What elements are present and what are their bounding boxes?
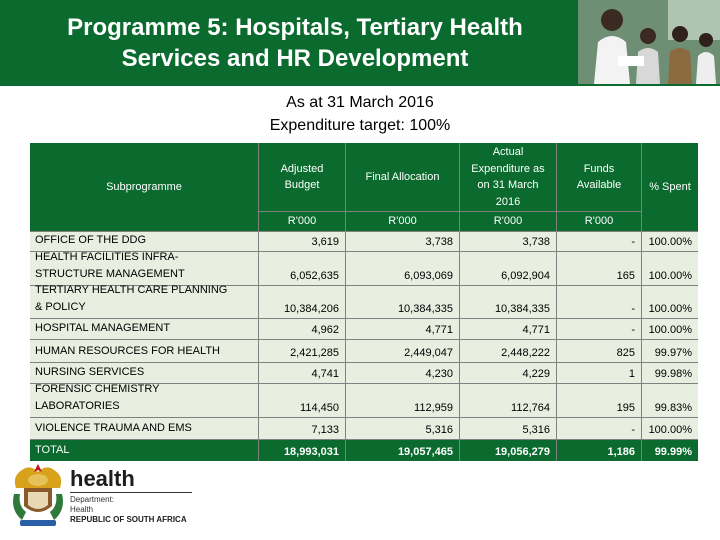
header-photo xyxy=(578,0,720,84)
header-percent-spent xyxy=(642,143,698,231)
logo-line3: REPUBLIC OF SOUTH AFRICA xyxy=(70,515,187,524)
header-adjusted-budget xyxy=(259,143,345,211)
department-logo xyxy=(8,460,198,530)
cell-final: 112,959 xyxy=(346,384,459,417)
row-label-forensic-chemistry xyxy=(30,384,258,417)
cell-actual: 5,316 xyxy=(460,418,556,439)
header-adjusted-line2: Budget xyxy=(284,179,320,191)
cell-funds: - xyxy=(557,319,641,339)
cell-actual: 4,229 xyxy=(460,363,556,383)
cell-pct: 100.00% xyxy=(642,252,698,285)
cell-adjusted: 2,421,285 xyxy=(259,340,345,362)
cell-pct: 100.00% xyxy=(642,232,698,251)
header-actual-line1: Actual xyxy=(492,146,524,158)
unit-funds xyxy=(557,212,641,231)
cell-adjusted: 114,450 xyxy=(259,384,345,417)
cell-pct: 99.98% xyxy=(642,363,698,383)
unit-final xyxy=(346,212,459,231)
total-final: 19,057,465 xyxy=(346,440,459,461)
cell-final: 5,316 xyxy=(346,418,459,439)
cell-final: 6,093,069 xyxy=(346,252,459,285)
expenditure-table xyxy=(30,143,698,461)
header-subprogramme-label: Subprogramme xyxy=(106,180,182,193)
header-final-label: Final Allocation xyxy=(365,170,440,183)
page-title-line1: Programme 5: Hospitals, Tertiary Health xyxy=(67,14,523,41)
row-label-health-facilities xyxy=(30,252,258,285)
cell-actual: 4,771 xyxy=(460,319,556,339)
row-label-violence-trauma xyxy=(30,418,258,439)
total-actual: 19,056,279 xyxy=(460,440,556,461)
total-pct: 99.99% xyxy=(642,440,698,461)
page-title xyxy=(10,12,580,74)
cell-actual: 112,764 xyxy=(460,384,556,417)
header-actual-line4: 2016 xyxy=(495,195,521,208)
row-label-line1: TERTIARY HEALTH CARE PLANNING xyxy=(35,284,228,296)
header-final-allocation xyxy=(346,143,459,211)
row-label-text: NURSING SERVICES xyxy=(35,365,145,378)
row-label-line1: HEALTH FACILITIES INFRA- xyxy=(35,251,179,263)
row-label-text: HOSPITAL MANAGEMENT xyxy=(35,321,171,334)
cell-actual: 10,384,335 xyxy=(460,286,556,318)
cell-final: 3,738 xyxy=(346,232,459,251)
cell-funds: 195 xyxy=(557,384,641,417)
cell-adjusted: 3,619 xyxy=(259,232,345,251)
report-date: As at 31 March 2016 xyxy=(286,94,434,111)
row-label-hospital-management xyxy=(30,319,258,339)
row-label-text: HUMAN RESOURCES FOR HEALTH xyxy=(35,344,220,357)
row-label-line2: STRUCTURE MANAGEMENT xyxy=(35,267,185,280)
cell-pct: 100.00% xyxy=(642,286,698,318)
cell-funds: - xyxy=(557,232,641,251)
cell-pct: 99.83% xyxy=(642,384,698,417)
header-pct-label: % Spent xyxy=(649,180,691,193)
logo-divider xyxy=(70,492,192,493)
expenditure-target: Expenditure target: 100% xyxy=(269,117,451,134)
cell-funds: 825 xyxy=(557,340,641,362)
unit-actual-label: R'000 xyxy=(493,215,523,228)
unit-funds-label: R'000 xyxy=(584,215,614,228)
total-label-text: TOTAL xyxy=(35,443,70,456)
header-actual-line3: on 31 March xyxy=(477,179,539,191)
cell-actual: 6,092,904 xyxy=(460,252,556,285)
cell-adjusted: 4,962 xyxy=(259,319,345,339)
cell-adjusted: 7,133 xyxy=(259,418,345,439)
cell-adjusted: 4,741 xyxy=(259,363,345,383)
logo-line1: Department: xyxy=(70,495,115,504)
unit-adjusted-label: R'000 xyxy=(287,215,317,228)
total-adjusted: 18,993,031 xyxy=(259,440,345,461)
cell-pct: 100.00% xyxy=(642,319,698,339)
header-adjusted-line1: Adjusted xyxy=(280,162,324,175)
cell-final: 4,230 xyxy=(346,363,459,383)
cell-funds: - xyxy=(557,418,641,439)
cell-pct: 100.00% xyxy=(642,418,698,439)
cell-pct: 99.97% xyxy=(642,340,698,362)
row-label-line1: FORENSIC CHEMISTRY xyxy=(35,383,160,395)
logo-health-word: health xyxy=(70,466,135,491)
page-title-line2: Services and HR Development xyxy=(121,45,469,72)
header-actual-expenditure xyxy=(460,143,556,211)
row-label-nursing-services xyxy=(30,363,258,383)
row-label-text: VIOLENCE TRAUMA AND EMS xyxy=(35,421,192,434)
total-label xyxy=(30,440,258,461)
cell-funds: - xyxy=(557,286,641,318)
row-label-line2: & POLICY xyxy=(35,300,86,313)
coat-of-arms-icon xyxy=(8,460,68,530)
cell-actual: 3,738 xyxy=(460,232,556,251)
row-label-tertiary-health xyxy=(30,286,258,318)
header-funds-line1: Funds xyxy=(583,162,615,175)
total-funds: 1,186 xyxy=(557,440,641,461)
header-funds-line2: Available xyxy=(576,179,622,191)
unit-adjusted xyxy=(259,212,345,231)
row-label-text: OFFICE OF THE DDG xyxy=(35,233,147,246)
row-label-line2: LABORATORIES xyxy=(35,399,120,412)
cell-final: 4,771 xyxy=(346,319,459,339)
unit-final-label: R'000 xyxy=(388,215,417,228)
header-subprogramme xyxy=(30,143,258,231)
title-banner xyxy=(0,0,720,86)
cell-final: 2,449,047 xyxy=(346,340,459,362)
cell-final: 10,384,335 xyxy=(346,286,459,318)
cell-actual: 2,448,222 xyxy=(460,340,556,362)
logo-line2: Health xyxy=(70,505,94,514)
row-label-human-resources xyxy=(30,340,258,362)
unit-actual xyxy=(460,212,556,231)
header-actual-line2: Expenditure as xyxy=(471,162,545,175)
header-funds-available xyxy=(557,143,641,211)
cell-funds: 165 xyxy=(557,252,641,285)
cell-funds: 1 xyxy=(557,363,641,383)
cell-adjusted: 10,384,206 xyxy=(259,286,345,318)
cell-adjusted: 6,052,635 xyxy=(259,252,345,285)
